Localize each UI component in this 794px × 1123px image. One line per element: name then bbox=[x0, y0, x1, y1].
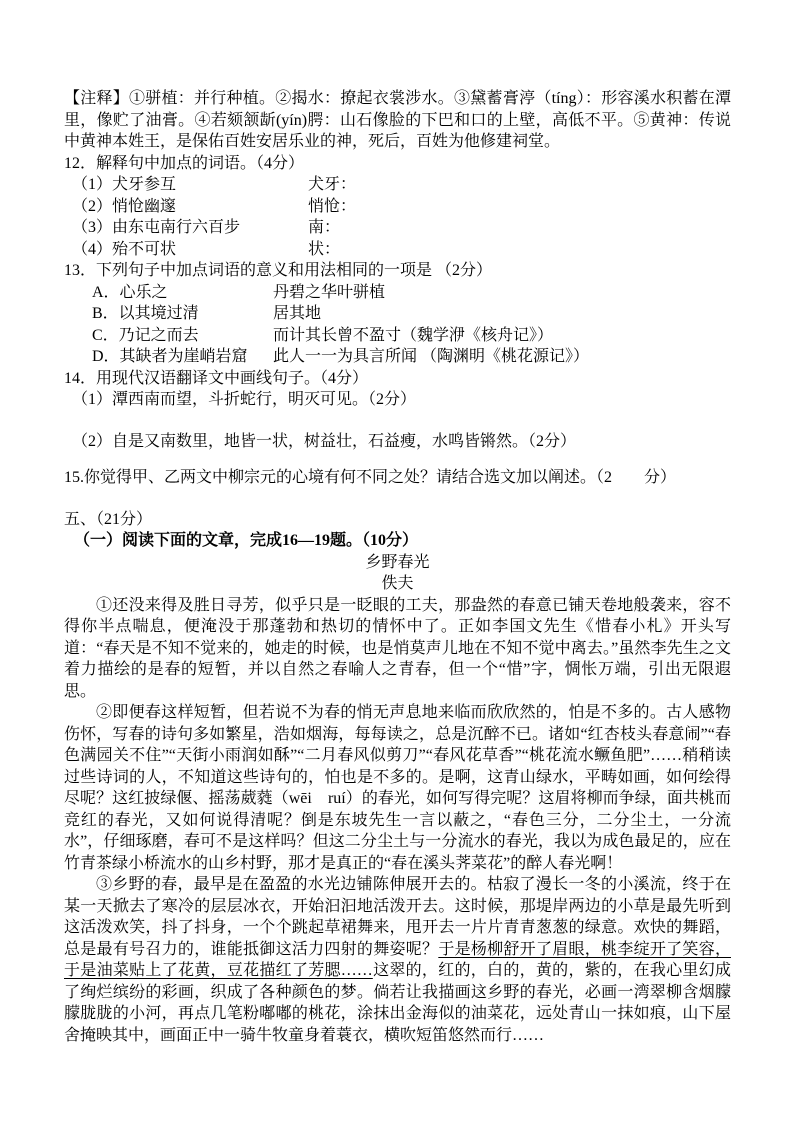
essay-title: 乡野春光 bbox=[365, 553, 430, 571]
section-5-header: 五、（21分） bbox=[64, 510, 153, 528]
q13-option-c-left: C．乃记之而去 bbox=[92, 326, 199, 344]
question-13-header: 13．下列句子中加点词语的意义和用法相同的一项是 （2分） bbox=[64, 262, 493, 279]
q13-option-d-right: 此人一一为具言所闻 （陶渊明《桃花源记》） bbox=[273, 348, 590, 365]
q12-item-1-term: 犬牙： bbox=[308, 176, 357, 193]
q12-item-2-phrase: （2）悄怆幽邃 bbox=[72, 197, 177, 215]
blank-answer-space bbox=[64, 411, 731, 431]
essay-paragraph-3-underlined-sentence: 于是杨柳舒开了眉眼，桃李绽开了笑容，于是油菜贴上了花黄，豆花描红了芳腮…… bbox=[64, 940, 731, 979]
question-13-option-b bbox=[92, 303, 731, 325]
question-13-option-a bbox=[92, 282, 731, 304]
q13-option-b-left: B．以其境过清 bbox=[92, 305, 199, 322]
question-13-option-d bbox=[92, 346, 731, 368]
q12-item-1-phrase: （1）犬牙参互 bbox=[72, 176, 177, 193]
question-14-header: 14．用现代汉语翻译文中画线句子。（4分） bbox=[64, 369, 369, 387]
essay-paragraph-2: ②即便春这样短暂，但若说不为春的悄无声息地来临而欣欣然的，怕是不多的。古人感物伤怀，写春的诗句多如繁星，浩如烟海，每每读之，总是沉醉不已。诸如“红杏枝头春意闹”“春色满园关不住”“天街小雨润如酥”“二月春风似剪刀”“春风花草香”“桃花流水鳜鱼肥”……稍稍读过些诗词的人，不知道这些诗句的，怕也是不多的。是啊，这青山绿水，平畴如画，如何绘得尽呢？这红披绿偃、摇荡葳蕤（wēi ruí）的春光，如何写得完呢？这眉将柳而争绿，面共桃而竞红的春光，又如何说得清呢？倒是东坡先生一言以蔽之，“春色三分，二分尘土，一分流水”，仔细琢磨，春可不是这样吗？但这二分尘土与一分流水的春光，我以为成色最足的，应在竹青茶绿小桥流水的山乡村野，那才是真正的“春在溪头荠菜花”的醉人春光啊！ bbox=[64, 704, 731, 872]
question-15: 15.你觉得甲、乙两文中柳宗元的心境有何不同之处？请结合选文加以阐述。（2 分） bbox=[64, 469, 677, 486]
essay-author: 佚夫 bbox=[381, 575, 414, 592]
q12-item-4-term: 状： bbox=[308, 240, 341, 258]
section-5-subheader: （一）阅读下面的文章，完成16—19题。（10分） bbox=[74, 532, 419, 549]
q12-item-2-term: 悄怆： bbox=[308, 197, 357, 215]
question-12-item-2 bbox=[72, 196, 731, 218]
q13-option-c-right: 而计其长曾不盈寸（魏学洢《核舟记》） bbox=[273, 326, 554, 344]
notes-paragraph: 【注释】①骈植：并行种植。②揭水：撩起衣裳涉水。③黛蓄膏渟（tíng）：形容溪水积蓄在潭里，像贮了油膏。④若颏颔龂(yín)腭：山石像脸的下巴和口的上壁，高低不平。⑤黄神：传说中黄神本姓王，是保佑百姓安居乐业的神，死后，百姓为他修建祠堂。 bbox=[64, 90, 731, 150]
question-12-header: 12．解释句中加点的词语。（4分） bbox=[64, 154, 305, 172]
q13-option-a-left: A．心乐之 bbox=[92, 283, 168, 301]
essay-paragraph-1: ①还没来得及胜日寻芳，似乎只是一眨眼的工夫，那盎然的春意已铺天卷地般袭来，容不得你半点喘息，便淹没于那蓬勃和热切的情怀中了。正如李国文先生《惜春小札》开头写道：“春天是不知不觉来的，她走的时候，也是悄莫声儿地在不知不觉中离去。”虽然李先生之文着力描绘的是春的短暂，并以自然之春喻人之青春，但一个“惜”字，惆怅万端，引出无限遐思。 bbox=[64, 596, 731, 700]
blank-answer-space bbox=[64, 452, 731, 467]
q13-option-b-right: 居其地 bbox=[273, 305, 322, 322]
q12-item-4-phrase: （4）殆不可状 bbox=[72, 240, 177, 258]
question-12-item-3 bbox=[72, 217, 731, 239]
q12-item-3-phrase: （3）由东屯南行六百步 bbox=[72, 219, 241, 236]
blank-space bbox=[64, 489, 731, 509]
question-12-item-1 bbox=[72, 174, 731, 196]
q13-option-d-left: D．其缺者为崖峭岩窟 bbox=[92, 348, 248, 365]
question-12-item-4 bbox=[72, 239, 731, 261]
essay-paragraph-3 bbox=[64, 874, 731, 1046]
question-14-sub-1: （1）潭西南而望，斗折蛇行，明灭可见。（2分） bbox=[72, 391, 417, 408]
essay-paragraph-3-text-end: 这翠的，红的，白的，黄的，紫的，在我心里幻成了绚烂缤纷的彩画，织成了各种颜色的梦。倘若让我描画这乡野的春光，必画一湾翠柳含烟朦朦胧胧的小河，再点几笔粉嘟嘟的桃花，涂抹出金海似的油菜花，远处青山一抹如痕，山下屋舍掩映其中，画面正中一骑牛牧童身着蓑衣，横吹短笛悠然而行…… bbox=[64, 962, 731, 1044]
q13-option-a-right: 丹碧之华叶骈植 bbox=[273, 283, 386, 301]
question-13-option-c bbox=[92, 325, 731, 347]
question-14-sub-2: （2）自是又南数里，地皆一状，树益壮，石益瘦，水鸣皆锵然。（2分） bbox=[72, 432, 577, 450]
essay-paragraph-3-text: ③乡野的春，最早是在盈盈的水光边铺陈伸展开去的。枯寂了漫长一冬的小溪流，终于在某一天掀去了寒冷的层层冰衣，开始汩汩地活泼开去。这时候，那堤岸两边的小草是最先听到这活泼欢笑，抖了抖身，一个个跳起草裙舞来，甩开去一片片青青葱葱的绿意。欢快的舞蹈，总是最有号召力的，谁能抵御这活力四射的舞姿呢？ bbox=[64, 876, 731, 958]
q12-item-3-term: 南： bbox=[308, 219, 341, 236]
